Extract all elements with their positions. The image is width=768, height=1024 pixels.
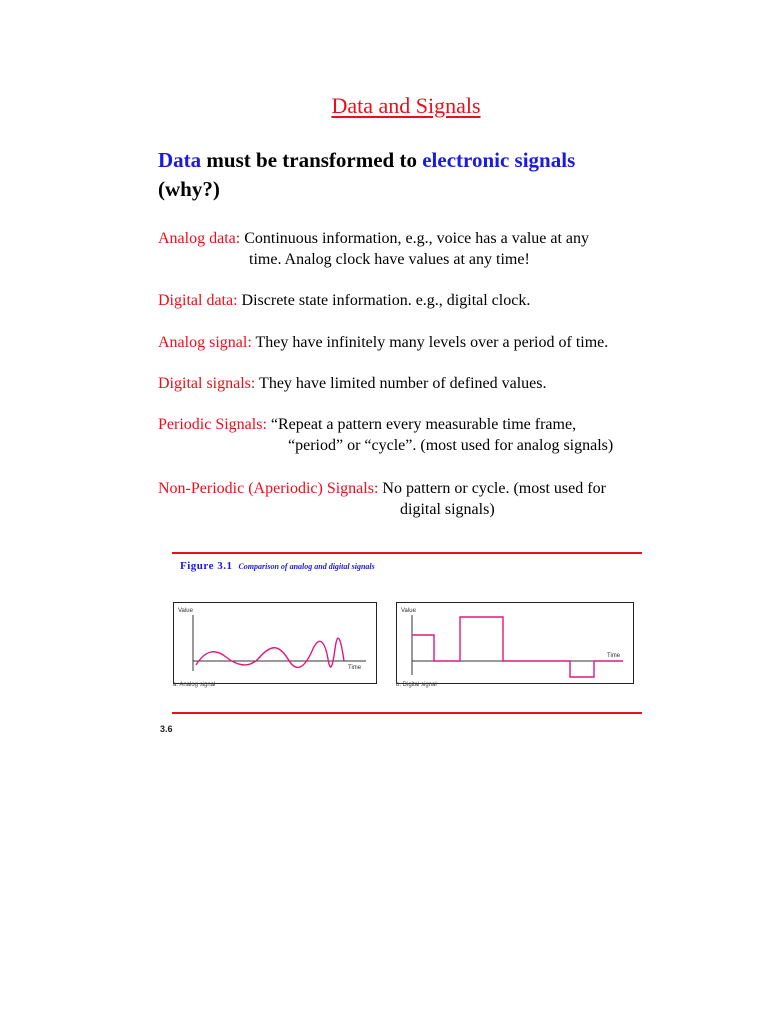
main-heading: [158, 146, 718, 204]
definition-text: “Repeat a pattern every measurable time frame,: [266, 416, 577, 433]
definition-digital-signals: [158, 373, 547, 394]
analog-panel-caption: a. Analog signal: [173, 682, 216, 688]
digital-panel-caption: b. Digital signal: [396, 682, 437, 688]
definition-text: Discrete state information. e.g., digital clock.: [237, 292, 531, 309]
definition-analog-data: [158, 228, 589, 270]
definition-term: Non-Periodic (Aperiodic) Signals:: [158, 480, 379, 497]
time-axis-label: Time: [348, 665, 362, 671]
definition-text: No pattern or cycle. (most used for: [378, 480, 606, 497]
figure-bottom-rule: [172, 712, 642, 714]
definition-aperiodic-signals: [158, 478, 606, 520]
digital-signal-panel: [396, 602, 634, 684]
definition-continuation: “period” or “cycle”. (most used for analog signals): [288, 437, 614, 454]
heading-word-data: Data: [158, 148, 202, 172]
figure-caption: [180, 560, 375, 572]
analog-waveform: [196, 638, 344, 667]
definition-term: Digital signals:: [158, 375, 256, 392]
value-axis-label: Value: [178, 608, 193, 614]
figure-analog-digital: [160, 552, 644, 742]
figure-number: Figure 3.1: [180, 560, 233, 572]
page-title: Data and Signals: [331, 93, 481, 118]
time-axis-label: Time: [607, 653, 621, 659]
definition-term: Analog data:: [158, 230, 241, 247]
definition-text: They have infinitely many levels over a period of time.: [251, 334, 609, 351]
definition-text: Continuous information, e.g., voice has a value at any: [240, 230, 590, 247]
analog-signal-plot: [174, 603, 376, 683]
digital-signal-plot: [397, 603, 633, 683]
heading-middle: must be transformed to: [201, 148, 423, 172]
definition-digital-data: [158, 290, 530, 311]
definition-continuation: digital signals): [400, 501, 495, 518]
figure-top-rule: [172, 552, 642, 554]
heading-why: (why?): [158, 177, 220, 201]
definition-analog-signal: [158, 332, 608, 353]
definition-term: Analog signal:: [158, 334, 252, 351]
definition-continuation: time. Analog clock have values at any time!: [249, 251, 530, 268]
definition-term: Digital data:: [158, 292, 238, 309]
heading-word-signals: electronic signals: [422, 148, 576, 172]
definition-term: Periodic Signals:: [158, 416, 267, 433]
value-axis-label: Value: [401, 608, 416, 614]
definition-text: They have limited number of defined values.: [255, 375, 547, 392]
digital-waveform: [412, 617, 623, 677]
definition-periodic-signals: [158, 414, 613, 456]
slide-page-number: 3.6: [160, 724, 173, 734]
figure-caption-text: Comparison of analog and digital signals: [238, 562, 375, 571]
analog-signal-panel: [173, 602, 377, 684]
